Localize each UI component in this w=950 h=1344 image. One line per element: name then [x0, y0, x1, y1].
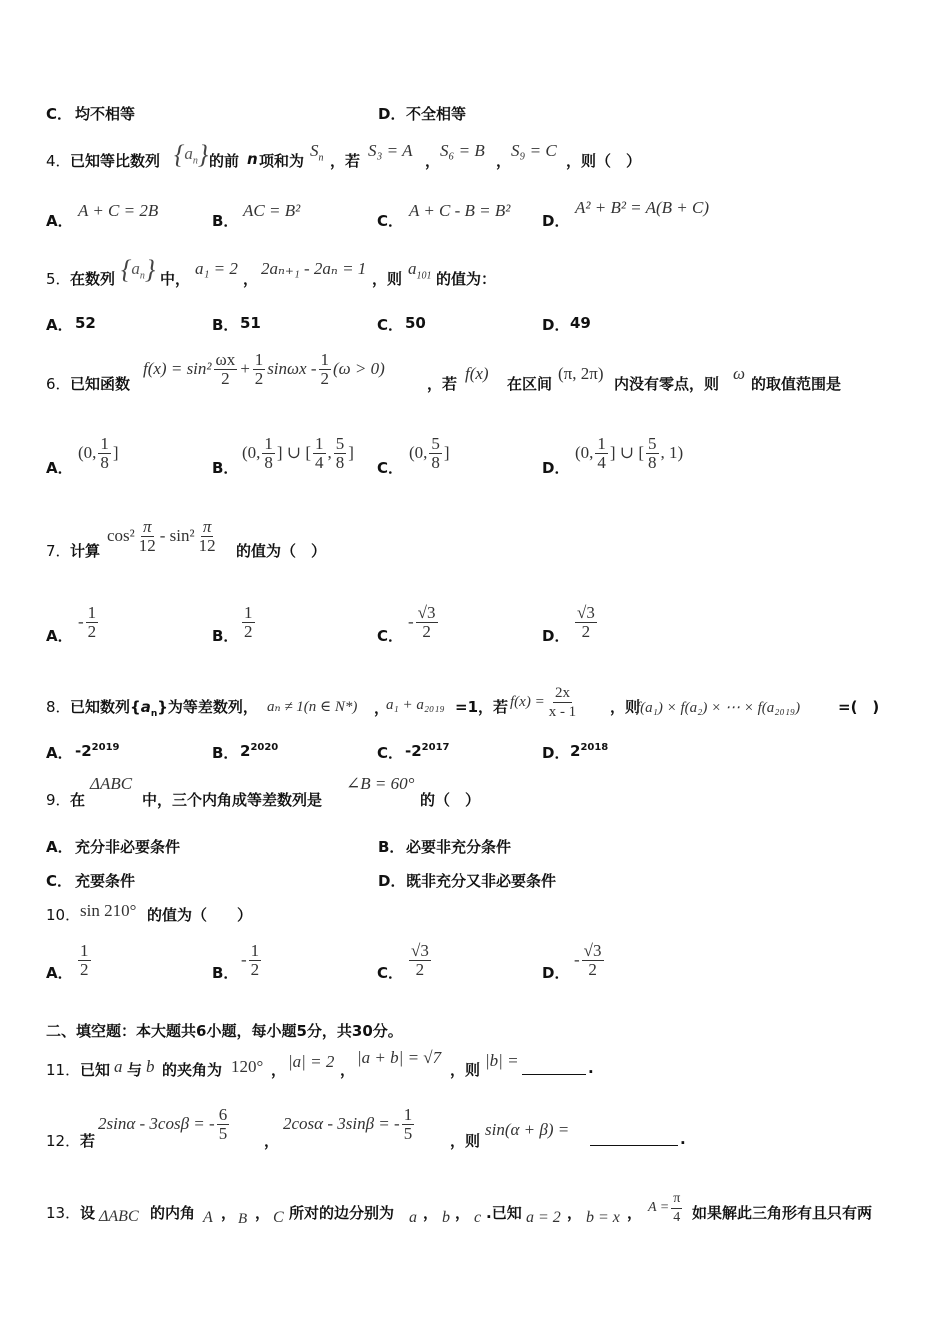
section-2-title: 二、填空题：本大题共6小题，每小题5分，共30分。	[46, 1022, 403, 1040]
q7-option-b-expr: $\frac{1}{2}$	[244, 602, 253, 641]
q13-cond-b: b = x	[586, 1209, 620, 1226]
q6-text-2: ，若	[427, 375, 458, 393]
q12-number: 12．	[46, 1132, 81, 1150]
q4-comma-1: ，	[425, 152, 441, 170]
q11-end: .	[588, 1059, 594, 1077]
q3-option-d-label: D．	[378, 105, 406, 123]
q6-fx: f(x)	[465, 364, 489, 383]
q11-text-4: ，则	[450, 1061, 481, 1079]
q4-text-2: 的前	[209, 152, 240, 170]
q6-option-c-label: C．	[377, 459, 404, 477]
q11-text-1: 已知	[80, 1061, 111, 1079]
q6-text-3: 在区间	[507, 375, 553, 393]
q5-option-c-value: 50	[405, 314, 426, 332]
q3-option-d-text: 不全相等	[406, 105, 467, 123]
q4-option-d-label: D．	[542, 212, 570, 230]
q11-cond-2: |a + b| = √7	[357, 1048, 442, 1067]
q8-option-c-label: C．	[377, 744, 404, 762]
q6-option-d-label: D．	[542, 459, 570, 477]
q13-comma-2: ，	[255, 1204, 271, 1222]
q5-sequence: $\{a_n\}$	[121, 255, 156, 284]
q8-option-c-value: $-2^{2017}$	[405, 742, 450, 760]
q9-number: 9．	[46, 791, 71, 809]
q6-option-a-label: A．	[46, 459, 73, 477]
q9-text-3: 的（ ）	[420, 791, 481, 809]
q10-option-b-label: B．	[212, 964, 239, 982]
q5-number: 5．	[46, 270, 71, 288]
q11-vector-b: b	[146, 1057, 155, 1076]
q4-cond-1: S₃ = A	[368, 141, 413, 160]
q7-option-a-expr: - $\frac{1}{2}$	[78, 602, 97, 641]
q6-option-c-expr: (0, $\frac{5}{8}$ ]	[409, 433, 450, 472]
q5-option-a-label: A．	[46, 316, 73, 334]
q10-option-a-label: A．	[46, 964, 73, 982]
q5-cond-2: 2aₙ₊₁ - 2aₙ = 1	[261, 259, 367, 278]
q13-comma-5: ，	[567, 1204, 583, 1222]
q13-number: 13．	[46, 1204, 81, 1222]
q9-option-b-text: 必要非充分条件	[406, 838, 512, 856]
q6-option-b-label: B．	[212, 459, 239, 477]
q6-text-1: 已知函数	[70, 375, 131, 393]
q6-text-4: 内没有零点，则	[614, 375, 720, 393]
q6-text-5: 的取值范围是	[751, 375, 842, 393]
q11-angle: 120°	[231, 1057, 264, 1076]
q8-text-2: =1，若	[455, 698, 509, 716]
q13-angle-b: B	[238, 1211, 248, 1227]
q5-option-b-label: B．	[212, 316, 239, 334]
q13-cond-angle: A = $\frac{\pi}{4}$	[648, 1190, 681, 1225]
q8-number: 8．	[46, 698, 71, 716]
q7-option-c-label: C．	[377, 627, 404, 645]
q12-eq-2: 2cosα - 3sinβ = - $\frac{1}{5}$	[283, 1104, 413, 1143]
q9-option-b-label: B．	[378, 838, 405, 856]
q5-option-b-value: 51	[240, 314, 261, 332]
q7-number: 7．	[46, 542, 71, 560]
q8-cond: aₙ ≠ 1(n ∈ N*)	[267, 699, 358, 715]
q7-option-a-label: A．	[46, 627, 73, 645]
q13-comma-3: ，	[423, 1204, 439, 1222]
q7-text-1: 计算	[70, 542, 101, 560]
q6-omega: ω	[733, 364, 746, 383]
q10-expression: sin 210°	[80, 901, 137, 920]
q9-option-c-text: 充要条件	[75, 872, 136, 890]
q13-comma-1: ，	[221, 1204, 237, 1222]
q5-text-3: ，则	[372, 270, 403, 288]
q11-number: 11．	[46, 1061, 81, 1079]
q4-sn: $S_n$	[310, 141, 324, 164]
q10-option-d-label: D．	[542, 964, 570, 982]
q6-number: 6．	[46, 375, 71, 393]
q9-option-d-label: D．	[378, 872, 406, 890]
q9-text-2: 中，三个内角成等差数列是	[142, 791, 323, 809]
q10-option-c-label: C．	[377, 964, 404, 982]
q11-text-2: 与	[127, 1061, 143, 1079]
q6-interval: (π, 2π)	[558, 364, 604, 383]
q8-option-a-value: $-2^{2019}$	[75, 742, 120, 760]
q11-text-3: 的夹角为	[162, 1061, 223, 1079]
q7-option-b-label: B．	[212, 627, 239, 645]
q13-text-1: 设	[80, 1204, 96, 1222]
q4-number: 4．	[46, 152, 71, 170]
q13-angle-c: C	[273, 1209, 284, 1226]
q4-option-c-label: C．	[377, 212, 404, 230]
q6-option-d-expr: (0, $\frac{1}{4}$ ] ∪ [ $\frac{5}{8}$ , 1)	[575, 433, 684, 472]
q4-text-5: ，则（ ）	[566, 152, 642, 170]
q9-angle: ∠B = 60°	[346, 774, 415, 793]
q12-text-1: 若	[80, 1132, 96, 1150]
q4-cond-3: S₉ = C	[511, 141, 557, 160]
q3-option-c-label: C．	[46, 105, 73, 123]
q8-option-d-value: $2^{2018}$	[570, 742, 609, 760]
q8-text-4: =( )	[838, 698, 880, 716]
q4-option-d-expr: A² + B² = A(B + C)	[575, 198, 709, 217]
q8-text-3: ，则	[610, 698, 641, 716]
q13-side-a: a	[409, 1209, 417, 1226]
q8-fdef: f(x) = $\frac{2x}{x - 1}$	[510, 684, 577, 720]
q13-text-4: .已知	[486, 1204, 522, 1222]
q11-answer-blank[interactable]	[522, 1074, 586, 1075]
q7-text-2: 的值为（ ）	[236, 542, 327, 560]
q4-option-b-expr: AC = B²	[243, 201, 301, 220]
q9-option-a-text: 充分非必要条件	[75, 838, 181, 856]
q9-triangle: ΔABC	[90, 774, 133, 793]
q8-option-a-label: A．	[46, 744, 73, 762]
q4-option-b-label: B．	[212, 212, 239, 230]
q13-text-3: 所对的边分别为	[289, 1204, 395, 1222]
q4-option-c-expr: A + C - B = B²	[409, 201, 511, 220]
q4-n: n	[247, 150, 258, 168]
q13-comma-6: ，	[627, 1204, 643, 1222]
q7-option-d-expr: $\frac{√3}{2}$	[577, 602, 595, 641]
q7-expression: cos² $\frac{\pi}{12}$ - sin² $\frac{\pi}{12}$	[107, 516, 216, 555]
q10-option-d-expr: - $\frac{√3}{2}$	[574, 940, 602, 979]
q7-option-d-label: D．	[542, 627, 570, 645]
q4-text-4: ，若	[330, 152, 361, 170]
q9-option-c-label: C．	[46, 872, 73, 890]
q8-sep: ，	[374, 699, 390, 717]
q12-comma: ，	[264, 1132, 280, 1150]
q5-option-c-label: C．	[377, 316, 404, 334]
q4-cond-2: S₆ = B	[440, 141, 485, 160]
q4-text-3: 项和为	[259, 152, 305, 170]
q7-option-c-expr: - $\frac{√3}{2}$	[408, 602, 436, 641]
q8-option-d-label: D．	[542, 744, 570, 762]
q6-option-a-expr: (0, $\frac{1}{8}$ ]	[78, 433, 119, 472]
q8-option-b-value: $2^{2020}$	[240, 742, 279, 760]
q10-number: 10．	[46, 906, 81, 924]
q8-text-1: 已知数列$\{a_n\}$为等差数列，	[70, 698, 258, 719]
q13-cond-a: a = 2	[526, 1209, 561, 1226]
q4-comma-2: ，	[496, 152, 512, 170]
q10-option-a-expr: $\frac{1}{2}$	[80, 940, 89, 979]
q6-option-b-expr: (0, $\frac{1}{8}$ ] ∪ [ $\frac{1}{4}$ , $\frac{5}{8}$ ]	[242, 433, 354, 472]
q6-function: f(x) = sin² $\frac{\omega x}{2}$ + $\frac{1}{2}$ sinωx - $\frac{1}{2}$ (ω > 0)	[143, 349, 385, 388]
q12-answer-blank[interactable]	[590, 1145, 678, 1146]
q12-eq-1: 2sinα - 3cosβ = - $\frac{6}{5}$	[98, 1104, 228, 1143]
q10-option-b-expr: - $\frac{1}{2}$	[241, 940, 260, 979]
q5-comma: ，	[243, 270, 259, 288]
q9-option-d-text: 既非充分又非必要条件	[406, 872, 557, 890]
q4-option-a-expr: A + C = 2B	[78, 201, 159, 220]
q12-question: sin(α + β) =	[485, 1120, 570, 1139]
q5-option-d-label: D．	[542, 316, 570, 334]
q10-text-1: 的值为（ ）	[147, 906, 253, 924]
q13-text-5: 如果解此三角形有且只有两	[692, 1204, 873, 1222]
q4-option-a-label: A．	[46, 212, 73, 230]
q8-product: f(a₁) × f(a₂) × ⋯ × f(a₂₀₁₉)	[636, 700, 801, 716]
q13-text-2: 的内角	[150, 1204, 196, 1222]
q13-side-c: c	[474, 1209, 482, 1226]
q5-target: $a_{101}$	[408, 259, 432, 282]
q11-vector-a: a	[114, 1057, 123, 1076]
q11-comma-1: ，	[271, 1061, 287, 1079]
q13-angle-a: A	[203, 1209, 213, 1226]
q4-sequence: $\{a_n\}$	[174, 140, 209, 169]
q11-cond-1: |a| = 2	[288, 1052, 335, 1071]
q5-cond-1: a₁ = 2	[195, 259, 238, 278]
q12-end: .	[680, 1130, 686, 1148]
q5-text-2: 中，	[160, 270, 191, 288]
q5-option-a-value: 52	[75, 314, 96, 332]
q8-option-b-label: B．	[212, 744, 239, 762]
q9-option-a-label: A．	[46, 838, 73, 856]
q4-text-1: 已知等比数列	[70, 152, 161, 170]
q12-text-2: ，则	[450, 1132, 481, 1150]
q13-side-b: b	[442, 1209, 450, 1226]
q9-text-1: 在	[70, 791, 86, 809]
q11-comma-2: ，	[340, 1061, 356, 1079]
q13-comma-4: ，	[455, 1204, 471, 1222]
q5-option-d-value: 49	[570, 314, 591, 332]
q13-triangle: ΔABC	[99, 1208, 139, 1225]
q5-text-1: 在数列	[70, 270, 116, 288]
q3-option-c-text: 均不相等	[75, 105, 136, 123]
q11-question: |b| =	[485, 1051, 519, 1070]
q5-text-4: 的值为：	[436, 270, 497, 288]
q8-sum: a₁ + a₂₀₁₉	[386, 697, 445, 713]
q10-option-c-expr: $\frac{√3}{2}$	[411, 940, 429, 979]
